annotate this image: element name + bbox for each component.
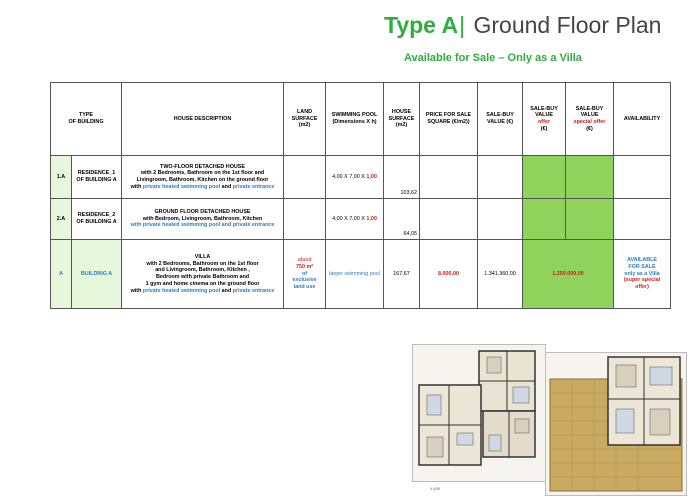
row-land [284, 240, 326, 309]
row-price [420, 156, 478, 199]
desc-line: Livingroom, Bathroom, Kitchen on the ground floor [136, 177, 269, 183]
land-about: about [297, 257, 312, 264]
desc-title: VILLA [194, 253, 211, 260]
avail-line: AVAILABLE [626, 257, 658, 264]
header-land: LAND SURFACE (m2) [284, 83, 326, 156]
row-house: 103,62 [384, 156, 420, 199]
header-special-pre: SALE-BUY VALUE [575, 105, 604, 119]
header-offer-word: offer [538, 119, 550, 125]
row-special [566, 156, 614, 199]
table-row [51, 240, 671, 309]
title-type: Type A [384, 12, 459, 38]
desc-line: Bedroom with private Bathroom and [155, 274, 250, 280]
desc-blue: with private heated swimming pool and private entrance [130, 222, 275, 229]
desc-line: with 2 Bedrooms, Bathroom on the 1st floor [146, 260, 259, 267]
header-special-word: special offer [573, 119, 606, 125]
desc-pool: private heated swimming pool [142, 287, 221, 294]
row-value [478, 199, 523, 240]
header-offer-pre: SALE-BUY VALUE [530, 105, 558, 119]
table-row [51, 199, 671, 240]
row-offer [523, 156, 566, 199]
land-of: of [301, 270, 308, 277]
avail-line: (super special [623, 277, 661, 284]
header-house: HOUSE SURFACE (m2) [384, 83, 420, 156]
table-row [51, 156, 671, 199]
row-value: 1.341.360,00 [478, 240, 523, 309]
row-price [420, 199, 478, 240]
floor-plan-site-drawing [546, 353, 686, 495]
avail-line: offer) [635, 284, 649, 291]
header-pool: SWIMMING POOL (Dimensions X h) [326, 83, 384, 156]
page-title [384, 12, 661, 39]
row-offer: 1.250.000,00 [523, 240, 614, 309]
header-special-unit: (€) [586, 125, 593, 132]
row-offer [523, 199, 566, 240]
row-price: 8.000,00 [420, 240, 478, 309]
header-type: TYPE OF BUILDING [51, 83, 122, 156]
desc-entrance: private entrance [232, 287, 275, 294]
pool-height: 1,00 [366, 215, 377, 222]
header-offer-unit: (€) [540, 125, 548, 132]
desc-title: TWO-FLOOR DETACHED HOUSE [160, 163, 245, 170]
title-separator: | [459, 12, 466, 38]
land-use: land use [293, 284, 316, 291]
desc-line: with 2 Bedrooms, Bathroom on the 1st floor and [140, 170, 265, 177]
row-land [284, 156, 326, 199]
desc-entrance: private entrance [232, 183, 275, 190]
row-special [566, 199, 614, 240]
row-pool [326, 156, 384, 199]
desc-with: with [130, 287, 142, 294]
header-availability: AVAILABILITY [614, 83, 671, 156]
header-value: SALE-BUY VALUE (€) [478, 83, 523, 156]
sales-table [50, 82, 671, 309]
row-type: RESIDENCE_1 OF BUILDING A [72, 156, 122, 199]
row-description [122, 240, 284, 309]
desc-title: GROUND FLOOR DETACHED HOUSE [154, 208, 251, 215]
row-description [122, 199, 284, 240]
desc-line: and Livingroom, Bathroom, Kitchen , [155, 267, 250, 274]
row-availability [614, 156, 671, 199]
row-code: A [51, 240, 72, 309]
row-house: 167,67 [384, 240, 420, 309]
row-house: 64,05 [384, 199, 420, 240]
pool-dimensions: 4,00 X 7,00 X [332, 173, 365, 180]
row-type: RESIDENCE_2 OF BUILDING A [72, 199, 122, 240]
row-availability [614, 240, 671, 309]
desc-with: with [130, 183, 142, 190]
row-code: 2.A [51, 199, 72, 240]
avail-line: only as a Villa [624, 270, 660, 277]
row-code: 1.A [51, 156, 72, 199]
floor-plan-image [412, 344, 546, 482]
row-type: BUILDING A [72, 240, 122, 309]
header-special [566, 83, 614, 156]
header-row [51, 83, 671, 156]
row-description [122, 156, 284, 199]
desc-line: with Bedroom, Livingroom, Bathroom, Kitchen [142, 215, 263, 222]
desc-and: and [221, 183, 232, 190]
pool-dimensions: 4,00 X 7,00 X [332, 215, 365, 222]
desc-pool: private heated swimming pool [142, 183, 221, 190]
row-pool: larger swimming pool [326, 240, 384, 309]
header-description: HOUSE DESCRIPTION [122, 83, 284, 156]
desc-and: and [221, 287, 232, 294]
row-availability [614, 199, 671, 240]
page-subtitle: Available for Sale – Only as a Villa [404, 52, 582, 64]
title-rest: Ground Floor Plan [473, 12, 662, 38]
row-land [284, 199, 326, 240]
floor-plan-site-image [545, 352, 687, 496]
pool-height: 1,00 [366, 173, 377, 180]
row-value [478, 156, 523, 199]
desc-line: 1 gym and home cinema on the ground floor [145, 280, 260, 287]
land-exclusive: exclusive [292, 277, 317, 284]
land-area: 750 m² [295, 263, 314, 270]
row-pool [326, 199, 384, 240]
header-price: PRICE FOR SALE SQUARE (€/m2)) [420, 83, 478, 156]
plan-scale: 1:100 [430, 486, 441, 491]
avail-line: FOR SALE [628, 263, 656, 270]
header-offer [523, 83, 566, 156]
floor-plan-drawing [413, 345, 545, 481]
